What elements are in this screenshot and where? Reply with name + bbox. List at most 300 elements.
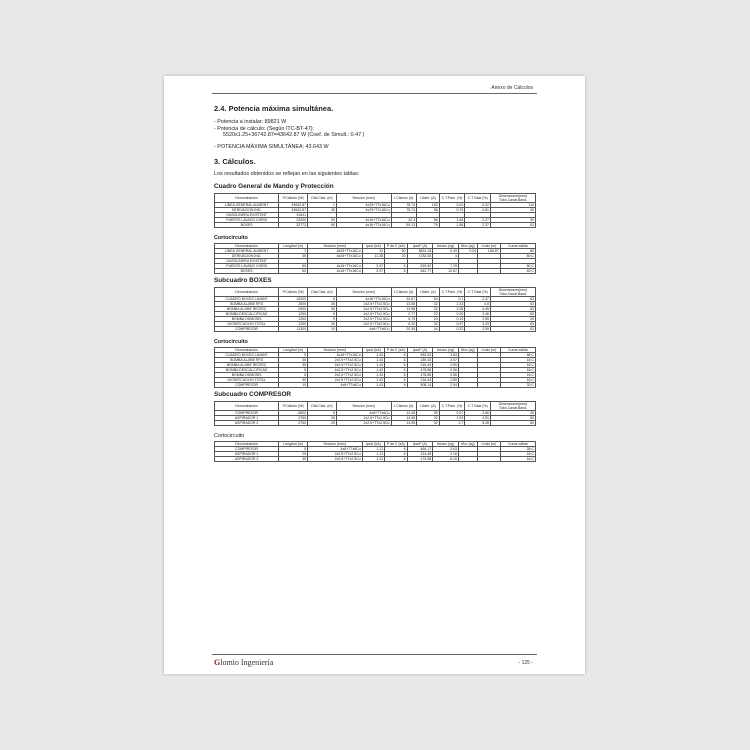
table-cell: 214.45 bbox=[407, 452, 433, 457]
table-cell: 2.18 bbox=[433, 452, 459, 457]
table-cell: 43642.87 bbox=[279, 208, 308, 213]
column-header: Dimensiones(mm) Tubo,Canal,Band. bbox=[491, 194, 536, 203]
table-cell: 25 bbox=[308, 421, 337, 426]
table-cell: 4x25+TTx16Cu bbox=[336, 203, 391, 208]
column-header: Denominación bbox=[215, 244, 279, 249]
table-cell: 6800 bbox=[279, 411, 308, 416]
table-cell: 478.86 bbox=[407, 373, 433, 378]
table-header-row bbox=[215, 402, 536, 411]
compresor-cc-label: Cortocircuito bbox=[214, 433, 245, 440]
table-cell: 14.95 bbox=[391, 421, 417, 426]
table-cell: 642.77 bbox=[407, 269, 433, 274]
table-row bbox=[215, 322, 536, 327]
table-cell: 12.45 bbox=[391, 411, 417, 416]
cgmp-table bbox=[214, 193, 536, 228]
column-header: I.Cálculo (A) bbox=[391, 194, 417, 203]
table-cell: 0.07 bbox=[439, 411, 465, 416]
table-cell: 63 bbox=[491, 297, 536, 302]
table-cell: 2.27 bbox=[465, 218, 491, 223]
table-cell: 12 bbox=[362, 249, 384, 254]
table-cell: 20.39 bbox=[391, 327, 417, 332]
column-header: P.Cálculo (W) bbox=[279, 402, 308, 411]
table-cell: 2x2.5+TTx2.5Cu bbox=[308, 457, 363, 462]
table-cell: 16;C bbox=[500, 452, 535, 457]
table-cell: 5 bbox=[279, 353, 308, 358]
column-header: tficc (sg) bbox=[458, 348, 477, 353]
page-number: - 125 - bbox=[518, 660, 533, 666]
table-cell: 174.58 bbox=[407, 457, 433, 462]
table-cell: GASOLINERA EXISTENT bbox=[215, 213, 279, 218]
table-cell: COMPRESOR bbox=[215, 447, 279, 452]
table-cell: 0.79 bbox=[439, 208, 465, 213]
document-page bbox=[164, 76, 585, 674]
table-cell: 464.17 bbox=[407, 447, 433, 452]
table-cell: 189.33 bbox=[407, 358, 433, 363]
table-cell: 63 bbox=[491, 223, 536, 228]
table-cell: 3.33 bbox=[465, 322, 491, 327]
table-cell: 1.93 bbox=[439, 416, 465, 421]
table-cell: DIOSIFICACION TOTAL bbox=[215, 322, 279, 327]
column-header: Curva válida bbox=[500, 442, 535, 447]
column-header: tficc (sg) bbox=[458, 244, 477, 249]
table-cell: 6 bbox=[385, 368, 407, 373]
table-cell: 16;C bbox=[500, 368, 535, 373]
table-cell: 1.43 bbox=[362, 363, 384, 368]
table-cell: 2x2.5+TTx2.5Cu bbox=[336, 322, 391, 327]
table-cell: COMPRESOR bbox=[215, 411, 279, 416]
table-cell bbox=[478, 383, 500, 388]
column-header: Dist.Cálc. (m) bbox=[308, 288, 337, 297]
table-cell: 4x6+TTx6Cu bbox=[308, 383, 363, 388]
table-header-row bbox=[215, 194, 536, 203]
column-header: C.T.Total (%) bbox=[465, 194, 491, 203]
table-cell: 2.89 bbox=[433, 378, 459, 383]
table-cell: 1 bbox=[308, 203, 337, 208]
table-cell: 2.89 bbox=[433, 363, 459, 368]
table-cell: 4.51 bbox=[465, 416, 491, 421]
table-cell: 63;C bbox=[500, 269, 535, 274]
table-cell: 80;C bbox=[500, 254, 535, 259]
power-installed-line: - Potencia a instalar: 89821 W bbox=[214, 119, 287, 125]
table-cell: 63 bbox=[491, 312, 536, 317]
table-cell: 5 bbox=[308, 317, 337, 322]
table-cell: 20.67 bbox=[391, 297, 417, 302]
table-cell: 0.1 bbox=[439, 297, 465, 302]
boxes-title: Subcuadro BOXES bbox=[214, 277, 272, 285]
column-header: Lmáx (m) bbox=[478, 244, 500, 249]
table-cell: 2750 bbox=[279, 421, 308, 426]
column-header: C.T.Total (%) bbox=[465, 402, 491, 411]
table-cell: 50 bbox=[308, 218, 337, 223]
table-cell: 3.83 bbox=[433, 353, 459, 358]
table-cell: 32 bbox=[417, 307, 439, 312]
table-cell: 4x16+TTx16Cu bbox=[308, 269, 363, 274]
table-cell: BOMBA OSMOSIS bbox=[215, 317, 279, 322]
table-cell: 0.19 bbox=[439, 317, 465, 322]
table-cell bbox=[478, 269, 500, 274]
table-cell: BOMBA OSMOSIS bbox=[215, 373, 279, 378]
table-cell: 1.43 bbox=[362, 378, 384, 383]
table-cell: 1782.53 bbox=[407, 254, 433, 259]
table-cell: 6.79 bbox=[391, 317, 417, 322]
table-cell: 2500 bbox=[279, 302, 308, 307]
table-cell: 6 bbox=[385, 378, 407, 383]
table-cell: BOMBA ALJIBE RECIRC bbox=[215, 307, 279, 312]
table-cell: 529.52 bbox=[407, 264, 433, 269]
column-header: Sección (mm²) bbox=[336, 402, 391, 411]
table-cell: 11300 bbox=[279, 327, 308, 332]
column-header: Lmáx (m) bbox=[478, 442, 500, 447]
column-header: I.Cálculo (A) bbox=[391, 402, 417, 411]
table-row bbox=[215, 457, 536, 462]
table-cell: 1.11 bbox=[362, 447, 384, 452]
table-cell: 5 bbox=[308, 411, 337, 416]
table-cell: 2.94 bbox=[433, 383, 459, 388]
table-cell: 4x2.5+TTx2.5Cu bbox=[308, 368, 363, 373]
table-cell: 32772 bbox=[279, 223, 308, 228]
table-cell: 478.86 bbox=[407, 368, 433, 373]
table-cell: 2.47 bbox=[465, 297, 491, 302]
column-header: Denominación bbox=[215, 194, 279, 203]
table-cell: 2.37 bbox=[465, 223, 491, 228]
column-header: P de C (kA) bbox=[385, 244, 407, 249]
table-cell: 6 bbox=[385, 353, 407, 358]
table-row bbox=[215, 297, 536, 302]
logo-text: lomio Ingeniería bbox=[220, 658, 274, 667]
column-header: Lmáx (m) bbox=[478, 348, 500, 353]
table-cell: 30 bbox=[308, 307, 337, 312]
table-cell: 2.43 bbox=[439, 302, 465, 307]
table-cell: BOXES bbox=[215, 223, 279, 228]
table-cell: 32 bbox=[417, 302, 439, 307]
table-cell: PUENTE LAVADO CHRIS bbox=[215, 218, 279, 223]
table-cell: 1.43 bbox=[362, 358, 384, 363]
table-cell: 80 bbox=[500, 249, 535, 254]
table-cell: 4x16+TTx16Cu bbox=[336, 223, 391, 228]
column-header: P de C (kA) bbox=[385, 348, 407, 353]
table-cell: 76 bbox=[417, 223, 439, 228]
table-cell: 30 bbox=[279, 378, 308, 383]
table-cell: 24 bbox=[417, 317, 439, 322]
table-cell: 4x25+TTx16Cu bbox=[308, 249, 363, 254]
column-header: tmcicc (sg) bbox=[433, 244, 459, 249]
table-cell: LINEA GENERAL ALIMENT bbox=[215, 249, 279, 254]
table-cell: 5 bbox=[308, 297, 337, 302]
table-cell: PUENTE LAVADO CHRIS bbox=[215, 264, 279, 269]
table-cell: 63 bbox=[491, 327, 536, 332]
table-cell: 508.14 bbox=[407, 383, 433, 388]
table-cell: 5 bbox=[308, 312, 337, 317]
table-cell: 2x2.5+TTx2.5Cu bbox=[308, 363, 363, 368]
table-cell: 1250 bbox=[279, 317, 308, 322]
power-calc-formula: 5520x1.25+36742.87=43642.87 W (Coef. de Simult.: 0.47 ) bbox=[223, 132, 365, 139]
table-cell: DERIVACION IND. bbox=[215, 208, 279, 213]
column-header: tficc (sg) bbox=[458, 442, 477, 447]
table-cell: 6 bbox=[385, 383, 407, 388]
table-cell: 11.38 bbox=[362, 254, 384, 259]
table-cell: 0.56 bbox=[433, 368, 459, 373]
table-cell: 0.77 bbox=[391, 312, 417, 317]
column-header: P de C (kA) bbox=[385, 442, 407, 447]
table-cell: 1.46 bbox=[439, 218, 465, 223]
table-cell: 2x2.5+TTx2.5Cu bbox=[336, 302, 391, 307]
table-cell: 6 bbox=[385, 264, 407, 269]
table-cell: 2.7 bbox=[439, 421, 465, 426]
table-cell: 2.59 bbox=[465, 327, 491, 332]
logo-initial: G bbox=[214, 658, 221, 667]
table-cell: 10000 bbox=[279, 297, 308, 302]
table-cell: 25 bbox=[279, 452, 308, 457]
table-cell: 0.04 bbox=[458, 249, 477, 254]
table-cell: 1250 bbox=[279, 312, 308, 317]
table-cell: 63 bbox=[491, 322, 536, 327]
column-header: Denominación bbox=[215, 442, 279, 447]
section-3-intro: Los resultados obtenidos se reflejan en las siguientes tablas: bbox=[214, 171, 360, 178]
column-header: Dimensiones(mm) Tubo,Canal,Band. bbox=[491, 402, 536, 411]
table-cell: 6 bbox=[385, 452, 407, 457]
table-cell: 7.29 bbox=[433, 264, 459, 269]
column-header: C.T.Parc. (%) bbox=[439, 194, 465, 203]
table-cell: 0.05 bbox=[439, 312, 465, 317]
column-header: Longitud (m) bbox=[279, 348, 308, 353]
table-cell: 582.52 bbox=[407, 353, 433, 358]
table-cell: 1.43 bbox=[362, 368, 384, 373]
table-row bbox=[215, 302, 536, 307]
table-cell: 3.97 bbox=[362, 269, 384, 274]
table-row bbox=[215, 421, 536, 426]
table-cell: 35 bbox=[279, 254, 308, 259]
table-row bbox=[215, 307, 536, 312]
table-cell: DIOSIFICACION TOTAL bbox=[215, 378, 279, 383]
table-cell: 3.97 bbox=[362, 264, 384, 269]
table-cell: 96 bbox=[417, 208, 439, 213]
table-cell: 5 bbox=[279, 447, 308, 452]
table-cell: 110 bbox=[491, 203, 536, 208]
table-cell: 1.56 bbox=[439, 223, 465, 228]
table-cell: 20 bbox=[491, 317, 536, 322]
column-header: Curva válida bbox=[500, 244, 535, 249]
table-cell: 6 bbox=[385, 457, 407, 462]
compresor-table bbox=[214, 401, 536, 426]
max-power-line: - POTENCIA MÁXIMA SIMULTÁNEA: 43.643 W bbox=[214, 143, 329, 150]
table-cell: 6 bbox=[385, 269, 407, 274]
column-header: C.T.Total (%) bbox=[465, 288, 491, 297]
table-cell: 3.57 bbox=[433, 358, 459, 363]
table-cell: 16;C bbox=[500, 378, 535, 383]
table-cell: 22 bbox=[417, 312, 439, 317]
column-header: Denominación bbox=[215, 348, 279, 353]
table-cell bbox=[478, 457, 500, 462]
table-cell: 35 bbox=[308, 208, 337, 213]
table-cell: 50 bbox=[385, 249, 407, 254]
table-cell: 60 bbox=[308, 223, 337, 228]
table-cell: 90 bbox=[491, 208, 536, 213]
column-header: Sección (mm²) bbox=[336, 194, 391, 203]
table-cell: BOMBA DESCALCIFICAD bbox=[215, 368, 279, 373]
table-cell: COMPRESOR bbox=[215, 327, 279, 332]
table-cell: 54 bbox=[417, 297, 439, 302]
table-cell: 0.49 bbox=[433, 249, 459, 254]
table-cell: 5 bbox=[279, 373, 308, 378]
table-cell: 2x2.5+TTx2.5Cu bbox=[308, 378, 363, 383]
table-cell: LINEA GENERAL ALIMENT bbox=[215, 203, 279, 208]
table-cell: 2x2.5+TTx2.5Cu bbox=[336, 416, 391, 421]
table-cell bbox=[458, 457, 477, 462]
table-cell: 2.55 bbox=[465, 317, 491, 322]
table-cell: 90 bbox=[491, 218, 536, 223]
boxes-cc-table bbox=[214, 347, 536, 388]
table-cell: 1.43 bbox=[362, 373, 384, 378]
table-cell: 6.16 bbox=[433, 457, 459, 462]
table-cell: 1.43 bbox=[362, 383, 384, 388]
table-cell: 1 bbox=[279, 249, 308, 254]
table-cell: 35 bbox=[308, 302, 337, 307]
table-cell: 100 bbox=[417, 203, 439, 208]
table-cell: 14.95 bbox=[391, 416, 417, 421]
table-cell: 4x25+TTx16Cu bbox=[336, 208, 391, 213]
boxes-table bbox=[214, 287, 536, 332]
column-header: tmcicc (sg) bbox=[433, 348, 459, 353]
table-cell: 0.02 bbox=[465, 203, 491, 208]
column-header: Dist.Cálc. (m) bbox=[308, 402, 337, 411]
table-row bbox=[215, 327, 536, 332]
table-cell: 6.32 bbox=[391, 322, 417, 327]
table-cell: 1.43 bbox=[362, 353, 384, 358]
column-header: Dist.Cálc. (m) bbox=[308, 194, 337, 203]
table-cell: 16;C bbox=[500, 457, 535, 462]
table-cell: 30 bbox=[308, 322, 337, 327]
table-cell: 6 bbox=[385, 447, 407, 452]
table-cell: COMPRESOR bbox=[215, 383, 279, 388]
cgmp-title: Cuadro General de Mando y Protección bbox=[214, 183, 334, 191]
table-cell: 4.8 bbox=[465, 302, 491, 307]
section-2-4-title: 2.4. Potencia máxima simultánea. bbox=[214, 104, 334, 113]
table-cell: 2.66 bbox=[465, 411, 491, 416]
table-row bbox=[215, 269, 536, 274]
cgmp-cc-table bbox=[214, 243, 536, 274]
table-cell: ASPIRADOR 1 bbox=[215, 416, 279, 421]
power-calc-line: - Potencia de cálculo: (Según ITC-BT-47): bbox=[214, 125, 315, 132]
table-cell: 4.45 bbox=[465, 307, 491, 312]
table-cell: 59.13 bbox=[391, 223, 417, 228]
table-cell: 0.22 bbox=[439, 327, 465, 332]
page-content bbox=[214, 104, 536, 462]
table-row bbox=[215, 383, 536, 388]
table-cell: 0.56 bbox=[433, 373, 459, 378]
table-cell: 48;C bbox=[500, 353, 535, 358]
table-cell: 2x2.5+TTx2.5Cu bbox=[336, 307, 391, 312]
table-cell: 4x25+TTx16Cu bbox=[308, 254, 363, 259]
table-cell: 4x6+TTx6Cu bbox=[336, 411, 391, 416]
table-cell: 4x6+TTx6Cu bbox=[308, 447, 363, 452]
table-cell: 2x2.5+TTx2.5Cu bbox=[336, 317, 391, 322]
table-cell: ASPIRADOR 1 bbox=[215, 452, 279, 457]
table-cell: 78.74 bbox=[391, 208, 417, 213]
table-cell: BOMBA DESCALCIFICAD bbox=[215, 312, 279, 317]
table-cell: CUADRO BOXES LAVANT bbox=[215, 353, 279, 358]
compresor-title: Subcuadro COMPRESOR bbox=[214, 391, 292, 399]
column-header: Curva válida bbox=[500, 348, 535, 353]
table-row bbox=[215, 218, 536, 223]
column-header: Sección (mm²) bbox=[308, 244, 363, 249]
table-cell: 6 bbox=[385, 363, 407, 368]
table-row bbox=[215, 203, 536, 208]
footer-rule bbox=[212, 654, 537, 655]
column-header: IpccI (kA) bbox=[362, 348, 384, 353]
table-cell: 25 bbox=[308, 416, 337, 421]
column-header: C.T.Parc. (%) bbox=[439, 288, 465, 297]
table-cell: BOMBA ALJIBE RFD bbox=[215, 358, 279, 363]
table-cell: 32 bbox=[417, 322, 439, 327]
compresor-cc-table bbox=[214, 441, 536, 462]
table-cell: 50 bbox=[491, 421, 536, 426]
table-cell: 32 bbox=[417, 416, 439, 421]
table-cell: 13.58 bbox=[391, 307, 417, 312]
table-cell: BOMBA ALJIBE RFD bbox=[215, 302, 279, 307]
column-header: I.Cálculo (A) bbox=[391, 288, 417, 297]
header-rule bbox=[212, 93, 537, 94]
table-cell: 4 bbox=[433, 254, 459, 259]
table-cell: BOXES bbox=[215, 269, 279, 274]
table-cell: 5.28 bbox=[465, 421, 491, 426]
table-cell: 16;C bbox=[500, 358, 535, 363]
table-cell: 4x16+TTx16Cu bbox=[336, 297, 391, 302]
table-cell: 4x16+TTx16Cu bbox=[308, 264, 363, 269]
table-cell: 78.74 bbox=[391, 203, 417, 208]
table-cell: BOMBA ALJIBE RECIRC bbox=[215, 363, 279, 368]
table-cell: CUADRO BOXES LAVANT bbox=[215, 297, 279, 302]
column-header: P.Cálculo (W) bbox=[279, 194, 308, 203]
table-cell: 4x2.5+TTx2.5Cu bbox=[336, 312, 391, 317]
table-cell: 5 bbox=[279, 368, 308, 373]
column-header: IpccI (kA) bbox=[362, 244, 384, 249]
table-cell: 30 bbox=[279, 363, 308, 368]
column-header: Longitud (m) bbox=[279, 442, 308, 447]
table-cell: 10 bbox=[308, 327, 337, 332]
table-cell: 4x16+TTx16Cu bbox=[308, 353, 363, 358]
column-header: Longitud (m) bbox=[279, 244, 308, 249]
section-3-title: 3. Cálculos. bbox=[214, 157, 256, 167]
table-cell: 2750 bbox=[279, 416, 308, 421]
table-row bbox=[215, 312, 536, 317]
table-cell: 63 bbox=[491, 302, 536, 307]
table-cell: 6 bbox=[385, 358, 407, 363]
table-cell: 0.81 bbox=[465, 208, 491, 213]
column-header: P.Cálculo (W) bbox=[279, 288, 308, 297]
column-header: IpccF (A) bbox=[407, 244, 433, 249]
table-cell: 4x16+TTx16Cu bbox=[336, 218, 391, 223]
company-logo bbox=[214, 658, 273, 667]
table-cell bbox=[458, 383, 477, 388]
table-cell: ASPIRADOR 2 bbox=[215, 421, 279, 426]
table-cell: 50;C bbox=[500, 264, 535, 269]
boxes-cc-label: Cortocircuito bbox=[214, 339, 248, 346]
table-cell: 216.44 bbox=[407, 378, 433, 383]
table-row bbox=[215, 223, 536, 228]
table-cell: 2.46 bbox=[465, 312, 491, 317]
table-cell: 25 bbox=[491, 411, 536, 416]
table-cell: 56 bbox=[417, 218, 439, 223]
table-cell: 0.97 bbox=[439, 322, 465, 327]
table-cell: 32;C bbox=[500, 383, 535, 388]
table-cell: 2x2.5+TTx2.5Cu bbox=[308, 452, 363, 457]
table-cell: 4x6+TTx6Cu bbox=[336, 327, 391, 332]
table-cell: 44 bbox=[417, 327, 439, 332]
table-cell: ASPIRADOR 2 bbox=[215, 457, 279, 462]
column-header: Denominación bbox=[215, 402, 279, 411]
column-header: tmcicc (sg) bbox=[433, 442, 459, 447]
table-cell: 0.02 bbox=[439, 203, 465, 208]
